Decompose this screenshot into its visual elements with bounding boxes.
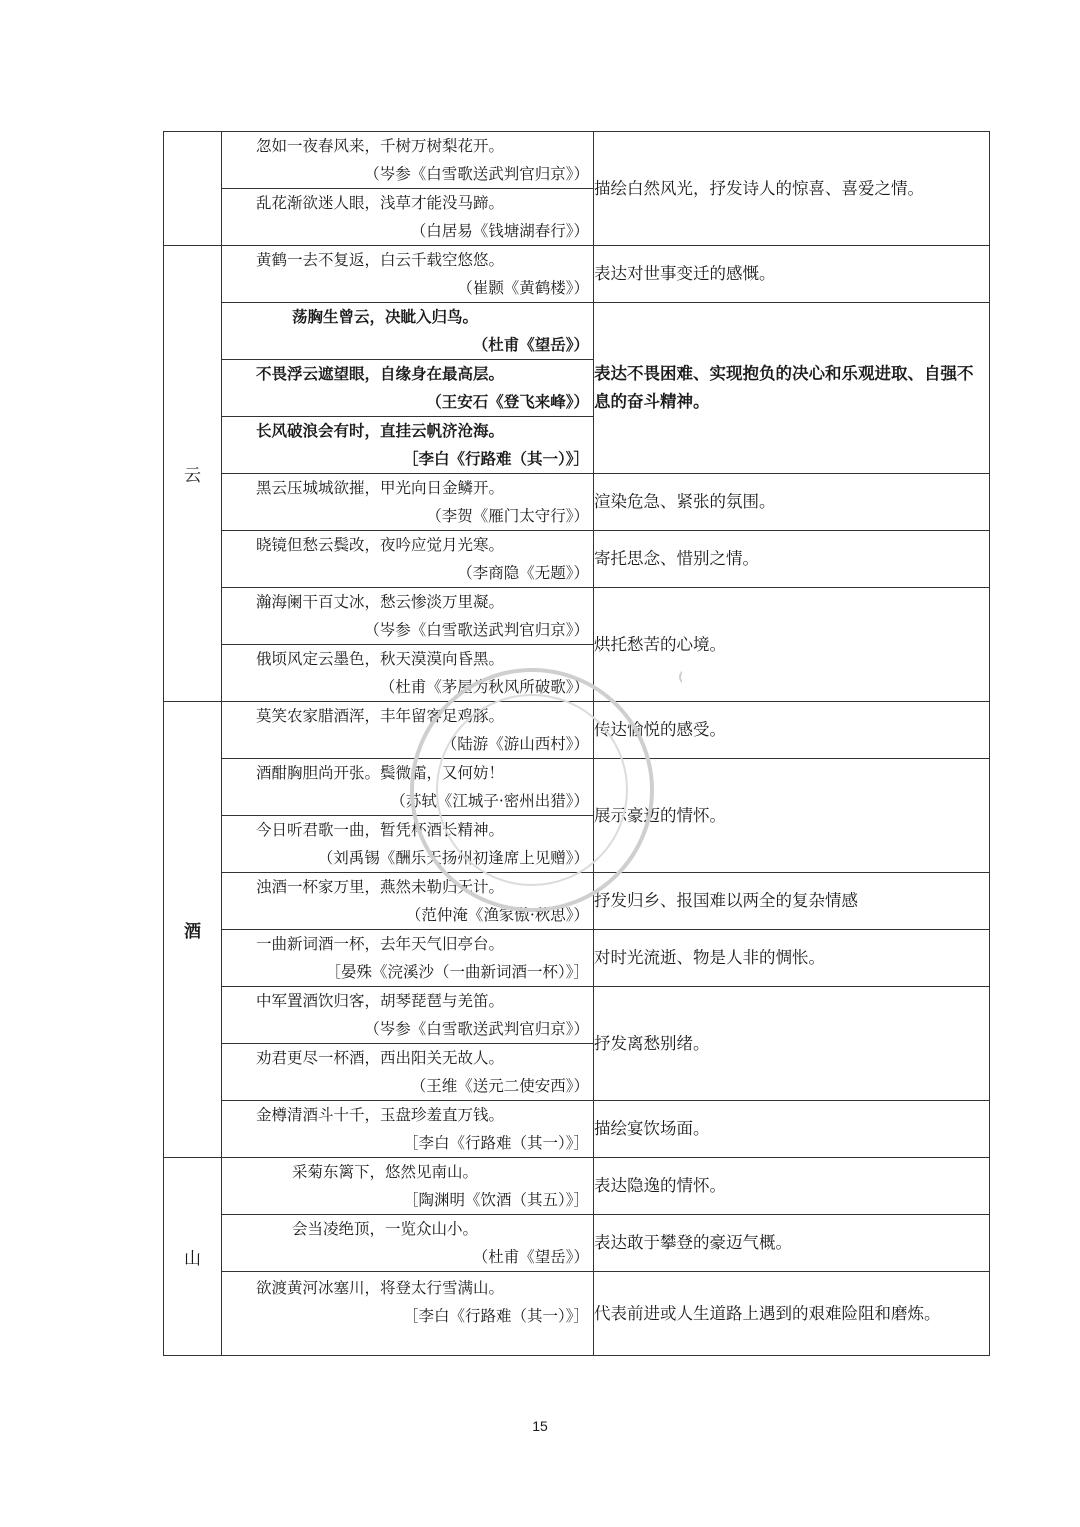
poem-source: （岑参《白雪歌送武判官归京》）: [364, 621, 589, 639]
poem-line: 晓镜但愁云鬓改，夜吟应觉月光寒。: [256, 536, 505, 554]
poem-cell: [222, 1215, 594, 1272]
table-row: [164, 702, 990, 759]
table-row: [164, 588, 990, 645]
poem-source: （苏轼《江城子·密州出猎》）: [390, 792, 589, 810]
poem-cell: [222, 1044, 594, 1101]
poetry-imagery-table: [163, 131, 990, 1356]
poem-line: 乱花渐欲迷人眼，浅草才能没马蹄。: [256, 194, 505, 212]
poem-source: （杜甫《茅屋为秋风所破歌》）: [379, 678, 589, 696]
poem-source: （李商隐《无题》）: [457, 564, 589, 582]
table-row: [164, 873, 990, 930]
table-row: [164, 1158, 990, 1215]
meaning-cell: 代表前进或人生道路上遇到的艰难险阻和磨炼。: [594, 1272, 990, 1356]
poem-cell: [222, 930, 594, 987]
meaning-cell: 表达敢于攀登的豪迈气概。: [594, 1215, 990, 1272]
poem-cell: [222, 759, 594, 816]
poem-line: 酒酣胸胆尚开张。鬓微霜，又何妨！: [256, 764, 505, 782]
table-row: [164, 474, 990, 531]
poem-source: （王安石《登飞来峰》）: [426, 392, 589, 411]
poem-source: ［晏殊《浣溪沙（一曲新词酒一杯）》］: [325, 963, 589, 981]
poem-line: 不畏浮云遮望眼，自缘身在最高层。: [256, 364, 505, 383]
page-number: 15: [532, 1418, 548, 1434]
poem-line: 今日听君歌一曲，暂凭杯酒长精神。: [256, 821, 505, 839]
poem-source: ［李白《行路难（其一）》］: [402, 449, 589, 468]
poem-line: 瀚海阑干百丈冰，愁云惨淡万里凝。: [256, 593, 505, 611]
table-row: [164, 759, 990, 816]
poem-line: 长风破浪会有时，直挂云帆济沧海。: [256, 421, 505, 440]
poem-line: 采菊东篱下，悠然见南山。: [292, 1163, 479, 1181]
table-row: [164, 132, 990, 189]
poem-source: ［李白《行路难（其一）》］: [402, 1134, 589, 1152]
poem-cell: [222, 189, 594, 246]
poem-cell: [222, 303, 594, 360]
poem-cell: [222, 987, 594, 1044]
poem-source: （杜甫《望岳》）: [472, 1248, 589, 1266]
poem-cell: [222, 1158, 594, 1215]
poem-source: （陆游《游山西村》）: [441, 735, 589, 753]
table-row: [164, 246, 990, 303]
poem-cell: [222, 645, 594, 702]
table-row: [164, 987, 990, 1044]
poem-source: （范仲淹《渔家傲·秋思》）: [405, 906, 589, 924]
theme-cell: 云: [164, 246, 222, 702]
table-row: [164, 1272, 990, 1356]
poem-cell: [222, 1272, 594, 1356]
poem-cell: [222, 816, 594, 873]
poem-source: （岑参《白雪歌送武判官归京》）: [364, 1020, 589, 1038]
theme-cell: [164, 132, 222, 246]
poem-cell: [222, 588, 594, 645]
poem-source: （崔颢《黄鹤楼》）: [457, 279, 589, 297]
poem-line: 荡胸生曾云，决眦入归鸟。: [292, 307, 479, 326]
poem-source: （白居易《钱塘湖春行》）: [410, 222, 589, 240]
meaning-cell: 描绘白然风光，抒发诗人的惊喜、喜爱之情。: [594, 132, 990, 246]
meaning-cell: 抒发归乡、报国难以两全的复杂情感: [594, 873, 990, 930]
poem-cell: [222, 1101, 594, 1158]
poem-source: （王维《送元二使安西》）: [410, 1077, 589, 1095]
poem-source: （岑参《白雪歌送武判官归京》）: [364, 165, 589, 183]
poem-line: 金樽清酒斗十千，玉盘珍羞直万钱。: [256, 1106, 505, 1124]
meaning-cell: 寄托思念、惜别之情。: [594, 531, 990, 588]
meaning-cell: 描绘宴饮场面。: [594, 1101, 990, 1158]
meaning-cell: 传达愉悦的感受。: [594, 702, 990, 759]
poem-line: 忽如一夜春风来，千树万树梨花开。: [256, 137, 505, 155]
table-row: [164, 1215, 990, 1272]
meaning-cell: 抒发离愁别绪。: [594, 987, 990, 1101]
poem-line: 会当凌绝顶，一览众山小。: [292, 1220, 479, 1238]
poem-line: 俄顷风定云墨色，秋天漠漠向昏黑。: [256, 650, 505, 668]
theme-cell: 酒: [164, 702, 222, 1158]
table-row: [164, 531, 990, 588]
meaning-cell: 表达不畏困难、实现抱负的决心和乐观进取、自强不息的奋斗精神。: [594, 303, 990, 474]
poem-cell: [222, 246, 594, 303]
poem-line: 一曲新词酒一杯，去年天气旧亭台。: [256, 935, 505, 953]
poem-source: （杜甫《望岳》）: [472, 335, 589, 354]
meaning-cell: 对时光流逝、物是人非的惆怅。: [594, 930, 990, 987]
meaning-cell: 表达对世事变迁的感慨。: [594, 246, 990, 303]
poem-line: 黄鹤一去不复返，白云千载空悠悠。: [256, 251, 505, 269]
theme-cell: 山: [164, 1158, 222, 1356]
table-row: [164, 930, 990, 987]
poem-cell: [222, 360, 594, 417]
poem-cell: [222, 132, 594, 189]
meaning-cell: 展示豪迈的情怀。: [594, 759, 990, 873]
poem-line: 莫笑农家腊酒浑，丰年留客足鸡豚。: [256, 707, 505, 725]
poem-cell: [222, 702, 594, 759]
poem-source: （刘禹锡《酬乐天扬州初逢席上见赠》）: [317, 849, 589, 867]
poem-cell: [222, 417, 594, 474]
poem-source: ［李白《行路难（其一）》］: [402, 1307, 589, 1325]
poem-cell: [222, 531, 594, 588]
meaning-cell: 烘托愁苦的心境。: [594, 588, 990, 702]
poem-source: ［陶渊明《饮酒（其五）》］: [402, 1191, 589, 1209]
poem-line: 黑云压城城欲摧，甲光向日金鳞开。: [256, 479, 505, 497]
poem-line: 劝君更尽一杯酒，西出阳关无故人。: [256, 1049, 505, 1067]
table-row: [164, 1101, 990, 1158]
meaning-cell: 表达隐逸的情怀。: [594, 1158, 990, 1215]
meaning-cell: 渲染危急、紧张的氛围。: [594, 474, 990, 531]
poem-source: （李贺《雁门太守行》）: [426, 507, 589, 525]
poem-line: 欲渡黄河冰塞川，将登太行雪满山。: [256, 1279, 505, 1297]
poem-cell: [222, 873, 594, 930]
poem-line: 中军置酒饮归客，胡琴琵琶与羌笛。: [256, 992, 505, 1010]
poem-cell: [222, 474, 594, 531]
poem-line: 浊酒一杯家万里，燕然未勒归无计。: [256, 878, 505, 896]
table-row: [164, 303, 990, 360]
